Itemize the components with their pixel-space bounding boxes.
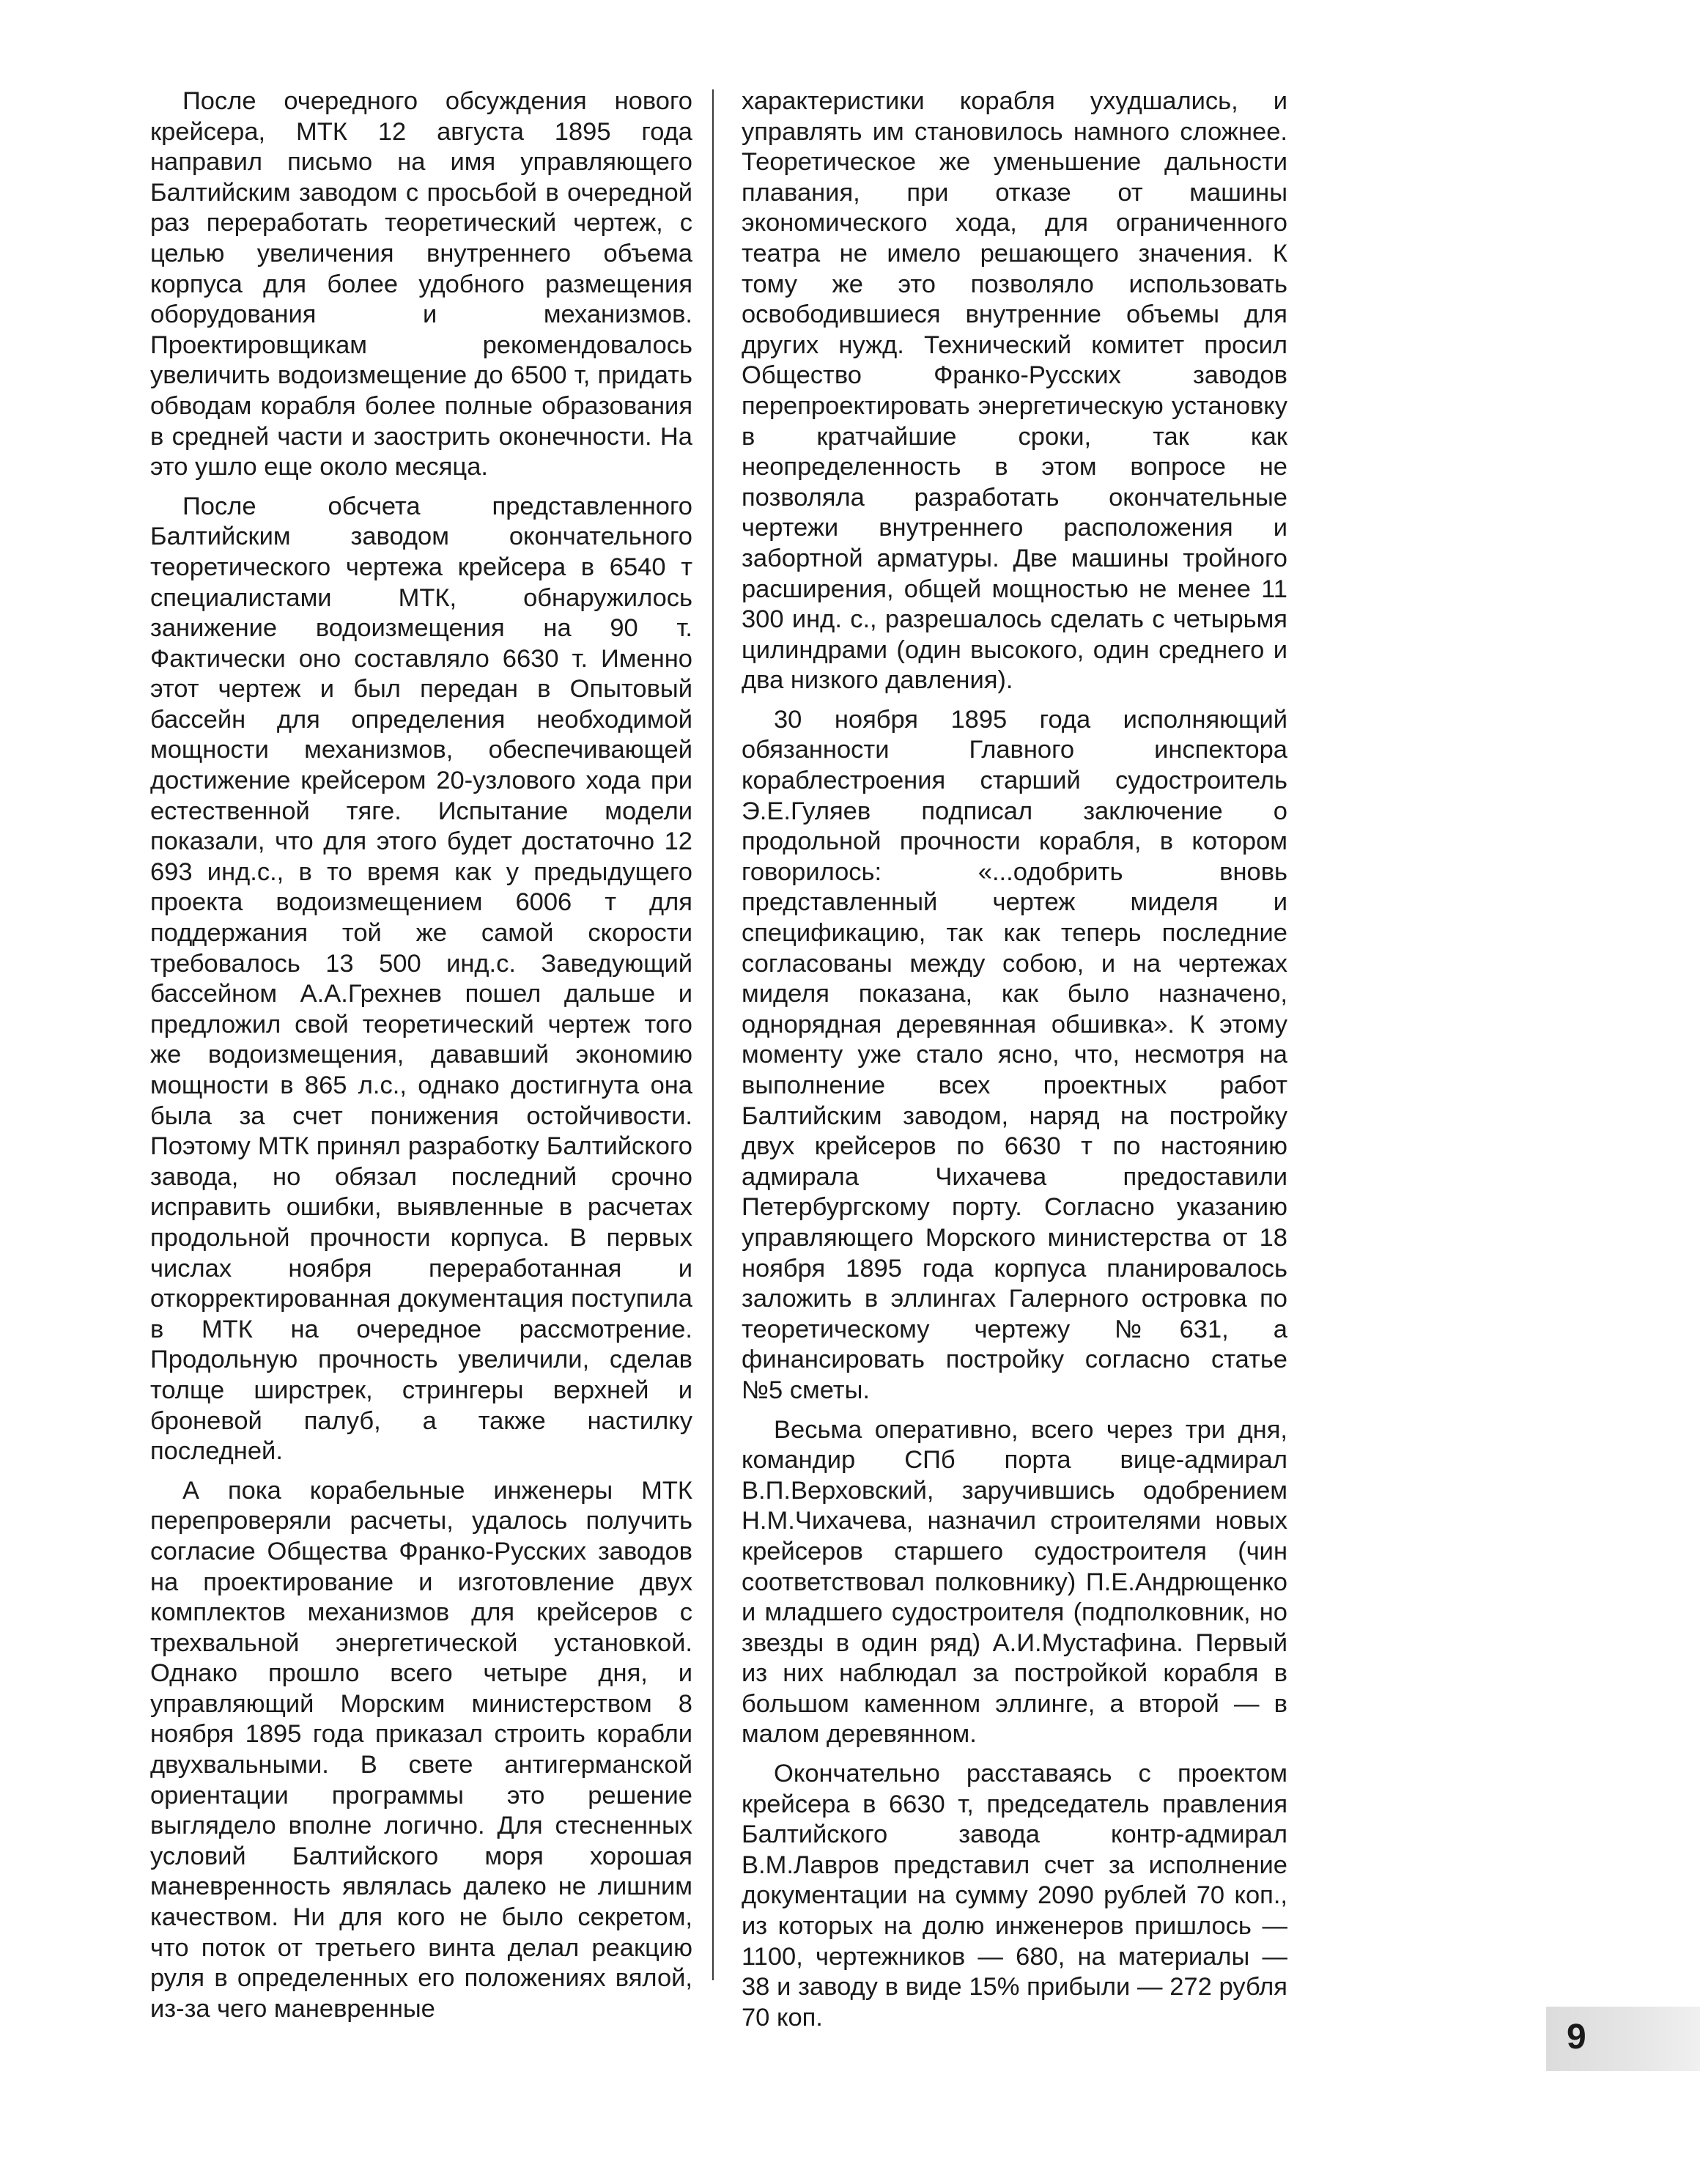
paragraph: 30 ноября 1895 года исполняющий обязанности Главного инспектора кораблестроения старший судостроитель Э.Е.Гуляев подписал заключение о продольной прочности корабля, в котором говорилось: «...одобрить вновь представленный чертеж миделя и спецификацию, так как теперь последние согласованы между собою, и на чертежах миделя показана, как было назначено, однорядная деревянная обшивка». К этому моменту уже стало ясно, что, несмотря на выполнение всех проектных работ Балтийским заводом, наряд на постройку двух крейсеров по 6630 т по настоянию адмирала Чихачева предоставили Петербургскому порту. Согласно указанию управляющего Морского министерства от 18 ноября 1895 года корпуса планировалось заложить в эллингах Галерного островка по теоретическому чертежу №631, а финансировать постройку согласно статье №5 сметы.: [742, 705, 1287, 1404]
paragraph: После очередного обсуждения нового крейсера, МТК 12 августа 1895 года направил письмо на имя управляющего Балтийским заводом с просьбой в очередной раз переработать теоретический чертеж, с целью увеличения внутреннего объема корпуса для более удобного размещения оборудования и механизмов. Проектировщикам рекомендовалось увеличить водоизмещение до 6500 т, придать обводам корабля более полные образования в средней части и заострить оконечности. На это ушло еще около месяца.: [150, 87, 692, 482]
paragraph: Весьма оперативно, всего через три дня, командир СПб порта вице-адмирал В.П.Верховский, заручившись одобрением Н.М.Чихачева, назначил строителями новых крейсеров старшего судостроителя (чин соответствовал полковнику) П.Е.Андрющенко и младшего судостроителя (подполковник, но звезды в один ряд) А.И.Мустафина. Первый из них наблюдал за постройкой корабля в большом каменном эллинге, а второй — в малом деревянном.: [742, 1415, 1287, 1749]
page-number-tab: [1546, 2007, 1700, 2071]
left-text-column: [150, 86, 692, 2033]
page-number: 9: [1567, 2018, 1586, 2056]
paragraph: Окончательно расставаясь с проектом крейсера в 6630 т, председатель правления Балтийского завода контр-адмирал В.М.Лавров представил счет за исполнение документации на сумму 2090 рублей 70 коп., из которых на долю инженеров пришлось — 1100, чертежников — 680, на материалы — 38 и заводу в виде 15% прибыли — 272 рубля 70 коп.: [742, 1760, 1287, 2032]
column-divider: [712, 89, 714, 1980]
paragraph-continuation: характеристики корабля ухудшались, и управлять им становилось намного сложнее. Теоретическое же уменьшение дальности плавания, при отказе от машины экономического хода, для ограниченного театра не имело решающего значения. К тому же это позволяло использовать освободившиеся внутренние объемы для других нужд. Технический комитет просил Общество Франко-Русских заводов перепроектировать энергетическую установку в кратчайшие сроки, так как неопределенность в этом вопросе не позволяла разработать окончательные чертежи внутреннего расположения и забортной арматуры. Две машины тройного расширения, общей мощностью не менее 11 300 инд. с., разрешалось сделать с четырьмя цилиндрами (один высокого, один среднего и два низкого давления).: [742, 87, 1287, 695]
paragraph: А пока корабельные инженеры МТК перепроверяли расчеты, удалось получить согласие Общества Франко-Русских заводов на проектирование и изготовление двух комплектов механизмов для крейсеров с трехвальной энергетической установкой. Однако прошло всего четыре дня, и управляющий Морским министерством 8 ноября 1895 года приказал строить корабли двухвальными. В свете антигерманской ориентации программы это решение выглядело вполне логично. Для стесненных условий Балтийского моря хорошая маневренность являлась далеко не лишним качеством. Ни для кого не было секретом, что поток от третьего винта делал реакцию руля в определенных его положениях вялой, из-за чего маневренные: [150, 1476, 692, 2023]
paragraph: После обсчета представленного Балтийским заводом окончательного теоретического чертежа крейсера в 6540 т специалистами МТК, обнаружилось занижение водоизмещения на 90 т. Фактически оно составляло 6630 т. Именно этот чертеж и был передан в Опытовый бассейн для определения необходимой мощности механизмов, обеспечивающей достижение крейсером 20-узлового хода при естественной тяге. Испытание модели показали, что для этого будет достаточно 12 693 инд.с., в то время как у предыдущего проекта водоизмещением 6006 т для поддержания той же самой скорости требовалось 13 500 инд.с. Заведующий бассейном А.А.Грехнев пошел дальше и предложил свой теоретический чертеж того же водоизмещения, дававший экономию мощности в 865 л.с., однако достигнута она была за счет понижения остойчивости. Поэтому МТК принял разработку Балтийского завода, но обязал последний срочно исправить ошибки, выявленные в расчетах продольной прочности корпуса. В первых числах ноября переработанная и откорректированная документация поступила в МТК на очередное рассмотрение. Продольную прочность увеличили, сделав толще ширстрек, стрингеры верхней и броневой палуб, а также настилку последней.: [150, 492, 692, 1466]
right-text-column: [742, 86, 1287, 2042]
